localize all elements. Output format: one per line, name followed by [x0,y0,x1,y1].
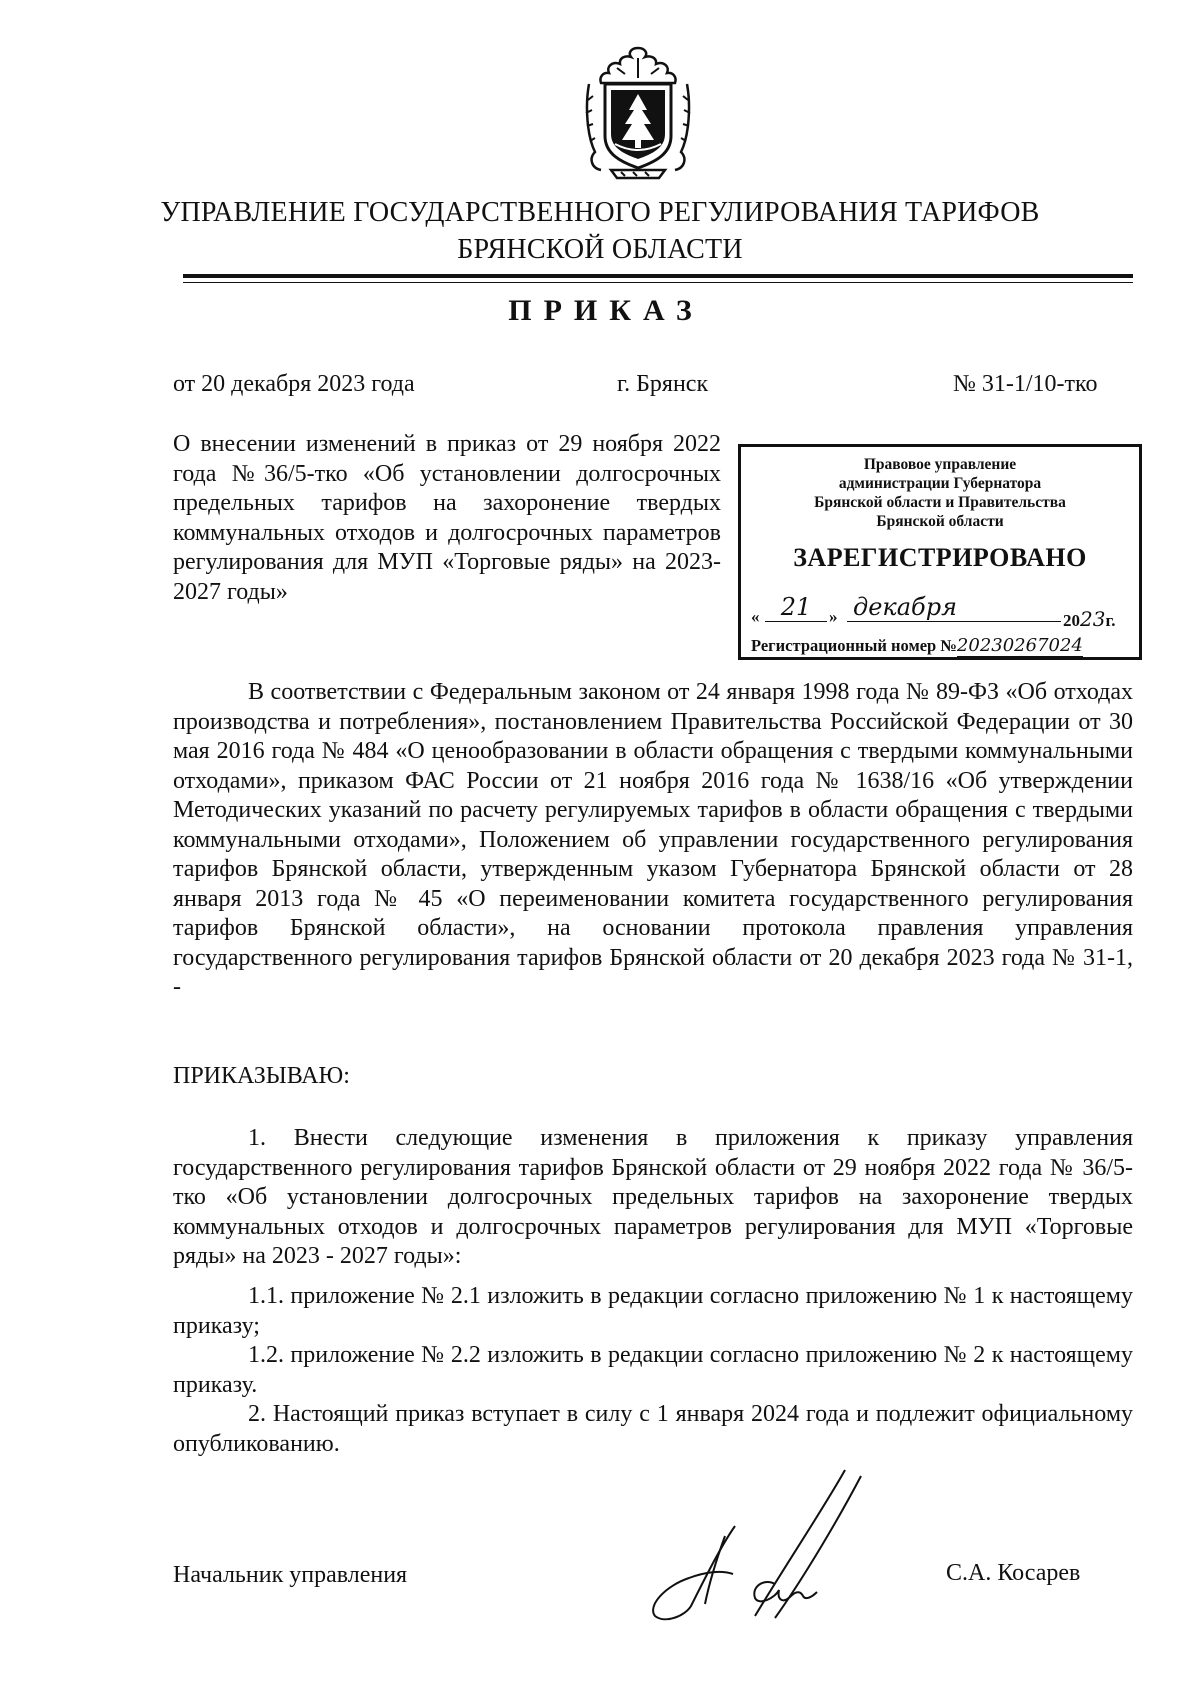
order-city: г. Брянск [617,371,709,397]
stamp-org-line2: администрации Губернатора [838,475,1042,492]
order-keyword: ПРИКАЗЫВАЮ: [173,1063,350,1089]
stamp-year-prefix: 20 [1063,611,1080,630]
preamble-paragraph: В соответствии с Федеральным законом от 24 января 1998 года № 89-ФЗ «Об отходах производства и потребления», постановлением Правительства Российской Федерации от 30 мая 2016 года № 484 «О ценообразовании в области обращения с твердыми коммунальными отходами», приказом ФАС России от 21 ноября 2016 года № 1638/16 «Об утверждении Методических указаний по расчету регулируемых тарифов в области обращения с твердыми коммунальными отходами», Положением об управлении государственного регулирования тарифов Брянской области, утвержденным указом Губернатора Брянской области от 28 января 2013 года № 45 «О переименовании комитета государственного регулирования тарифов Брянской области», на основании протокола правления управления государственного регулирования тарифов Брянской области от 20 декабря 2023 года № 31-1, - [173,679,1133,1000]
stamp-org-line1: Правовое управление [863,456,1017,473]
document-title: ПРИКАЗ [508,294,704,327]
stamp-date [751,593,1135,629]
registration-stamp [738,444,1142,660]
stamp-quote-open: « [751,607,760,626]
agency-name-line1: УПРАВЛЕНИЕ ГОСУДАРСТВЕННОГО РЕГУЛИРОВАНИЯ ТАРИФОВ [160,197,1040,228]
order-subject: О внесении изменений в приказ от 29 ноября 2022 года №36/5-тко «Об установлении долгосрочных предельных тарифов на захоронение твердых коммунальных отходов и долгосрочных параметров регулирования для МУП «Торговые ряды» на 2023-2027 годы» [173,431,721,605]
stamp-org-line4: Брянской области [876,513,1004,530]
header-divider-thin [183,282,1133,283]
order-item-1-1: 1.1. приложение № 2.1 изложить в редакции согласно приложению № 1 к настоящему приказу; [173,1283,1133,1339]
order-item-1-2: 1.2. приложение № 2.2 изложить в редакции согласно приложению № 2 к настоящему приказу. [173,1342,1133,1398]
handwritten-signature-icon [625,1466,895,1636]
stamp-year-unit: г. [1105,611,1116,630]
order-date: от 20 декабря 2023 года [173,371,415,397]
stamp-organization [741,455,1139,531]
order-item-1: 1. Внести следующие изменения в приложения к приказу управления государственного регулирования тарифов Брянской области от 29 ноября 2022 года № 36/5-тко «Об установлении долгосрочных предельных тарифов на захоронение твердых коммунальных отходов и долгосрочных параметров регулирования для МУП «Торговые ряды» на 2023 - 2027 годы»: [173,1125,1133,1269]
stamp-reg-value: 20230267024 [956,635,1083,656]
signer-name: С.А. Косарев [946,1560,1081,1586]
stamp-quote-close: » [829,607,838,626]
stamp-month: декабря [847,593,1061,622]
stamp-registration-number [751,635,1083,656]
stamp-day: 21 [765,593,827,622]
order-item-2: 2. Настоящий приказ вступает в силу с 1 января 2024 года и подлежит официальному опубликованию. [173,1401,1133,1457]
stamp-registered-label: ЗАРЕГИСТРИРОВАНО [793,543,1087,572]
agency-name [0,194,1200,268]
stamp-reg-label: Регистрационный номер № [751,636,957,655]
stamp-org-line3: Брянской области и Правительства [814,494,1066,511]
signer-position: Начальник управления [173,1562,408,1588]
header-divider-thick [183,274,1133,278]
stamp-year-suffix: 23 [1080,607,1106,631]
stamp-year [1063,607,1116,631]
order-number: № 31-1/10-тко [953,371,1098,397]
coat-of-arms-icon [581,44,695,182]
agency-name-line2: БРЯНСКОЙ ОБЛАСТИ [457,234,743,265]
